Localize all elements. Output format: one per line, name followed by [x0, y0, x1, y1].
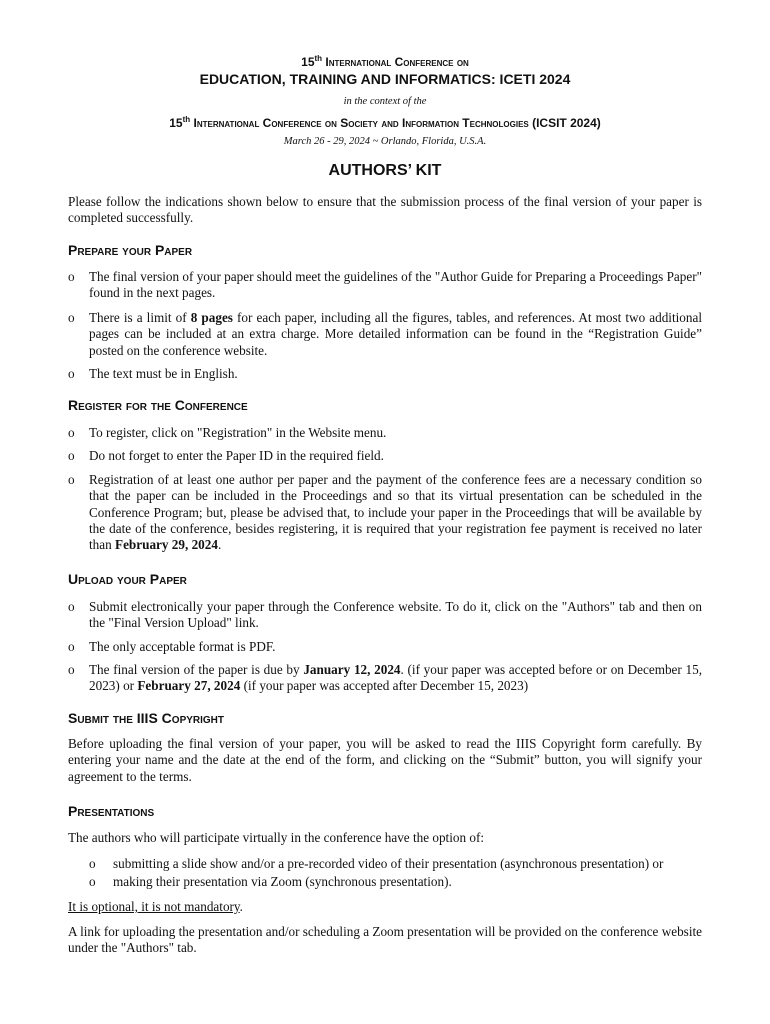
text-run: There is a limit of — [89, 310, 191, 325]
list-item-text — [89, 310, 702, 359]
context-line: in the context of the — [343, 96, 427, 107]
presentation-link-note: A link for uploading the presentation and/or scheduling a Zoom presentation will be provided on the conference website under the "Authors" tab. — [68, 924, 702, 956]
conference-label: International Conference on — [325, 55, 469, 69]
list-item — [68, 599, 702, 632]
list-item — [68, 269, 702, 302]
text-run: The final version of the paper is due by — [89, 662, 304, 677]
list-item-text: The final version of your paper should meet the guidelines of the "Author Guide for Preparing a Proceedings Paper" found in the next pages. — [89, 269, 702, 301]
text-run: . (if your paper was accepted before or on December 15, 2023) or — [89, 662, 702, 694]
bullet-icon: o — [68, 599, 75, 614]
list-item — [68, 639, 702, 655]
list-item — [89, 856, 689, 872]
deadline-late: February 27, 2024 — [137, 678, 241, 694]
parent-conference-number: 15 — [169, 116, 183, 130]
text-run: . — [239, 899, 243, 914]
text-run: (if your paper was accepted after December 15, 2023) — [240, 678, 529, 694]
presentations-intro: The authors who will participate virtually in the conference have the option of: — [68, 830, 484, 845]
page-title: AUTHORS’ KIT — [328, 162, 442, 179]
list-item — [68, 425, 702, 441]
text-run: . — [217, 537, 222, 553]
bullet-icon: o — [68, 310, 75, 325]
list-item — [68, 662, 702, 695]
bullet-icon: o — [68, 472, 75, 487]
copyright-text: Before uploading the final version of your paper, you will be asked to read the IIIS Copyright form carefully. By entering your name and the date at the end of the form, and clicking on the “Submit” button, you will signify your agreement to the terms. — [68, 736, 702, 784]
deadline-early: January 12, 2024 — [303, 662, 401, 677]
list-item — [68, 310, 702, 359]
conference-ordinal: th — [314, 54, 323, 63]
conference-title: EDUCATION, TRAINING AND INFORMATICS: ICETI 2024 — [199, 71, 571, 87]
section-heading-upload: Upload your Paper — [68, 571, 187, 587]
text-run: for each paper, including all the figures, tables, and references. At most two additional pages can be included at an extra charge. More detailed information can be found in the “Registration Guide” posted on the conference website. — [89, 310, 703, 358]
optional-note — [68, 899, 702, 915]
dates-location: March 26 - 29, 2024 ~ Orlando, Florida, U.S.A. — [283, 136, 487, 147]
list-item — [89, 874, 689, 890]
bullet-icon: o — [68, 269, 75, 284]
payment-deadline: February 29, 2024 — [115, 537, 218, 553]
text-run: Registration of at least one author per paper and the payment of the conference fees are a necessary condition so that the paper can be included in the Proceedings and so that its virtual presentation can be scheduled in the Conference Program; but, please be advised that, to include your paper in the Proceedings that will be available by the date of the conference, besides registering, it is required that your registration fee payment is received no later than — [89, 472, 702, 553]
optional-note-underlined: It is optional, it is not mandatory — [68, 899, 240, 914]
bullet-icon: o — [89, 856, 96, 871]
bullet-icon: o — [68, 425, 75, 440]
parent-conference-title: International Conference on Society and Information Technologies (ICSIT 2024) — [193, 116, 601, 130]
conference-number: 15 — [301, 55, 315, 69]
parent-conference-ordinal: th — [182, 115, 191, 124]
list-item-text: The text must be in English. — [89, 366, 238, 381]
list-item-text — [89, 662, 702, 695]
bullet-icon: o — [68, 366, 75, 381]
list-item — [68, 366, 702, 382]
section-heading-presentations: Presentations — [68, 803, 155, 819]
intro-text: Please follow the indications shown below to ensure that the submission process of the final version of your paper is completed successfully. — [68, 194, 702, 226]
bullet-icon: o — [68, 662, 75, 677]
list-item-text: The only acceptable format is PDF. — [89, 639, 276, 654]
page-limit: 8 pages — [190, 310, 233, 325]
list-item-text: making their presentation via Zoom (synchronous presentation). — [113, 874, 452, 889]
list-item-text: Submit electronically your paper through the Conference website. To do it, click on the "Authors" tab and then on the "Final Version Upload" link. — [89, 599, 702, 631]
section-heading-register: Register for the Conference — [68, 397, 248, 413]
list-item — [68, 472, 702, 553]
parent-conference-line — [0, 115, 770, 130]
list-item — [68, 448, 702, 464]
conference-line — [0, 54, 770, 69]
list-item-text: Do not forget to enter the Paper ID in the required field. — [89, 448, 384, 463]
bullet-icon: o — [89, 874, 96, 889]
section-heading-prepare: Prepare your Paper — [68, 242, 193, 258]
list-item-text — [89, 472, 702, 553]
list-item-text: To register, click on "Registration" in the Website menu. — [89, 425, 387, 440]
bullet-icon: o — [68, 639, 75, 654]
bullet-icon: o — [68, 448, 75, 463]
section-heading-copyright: Submit the IIIS Copyright — [68, 710, 225, 726]
list-item-text: submitting a slide show and/or a pre-recorded video of their presentation (asynchronous presentation) or — [113, 856, 664, 871]
